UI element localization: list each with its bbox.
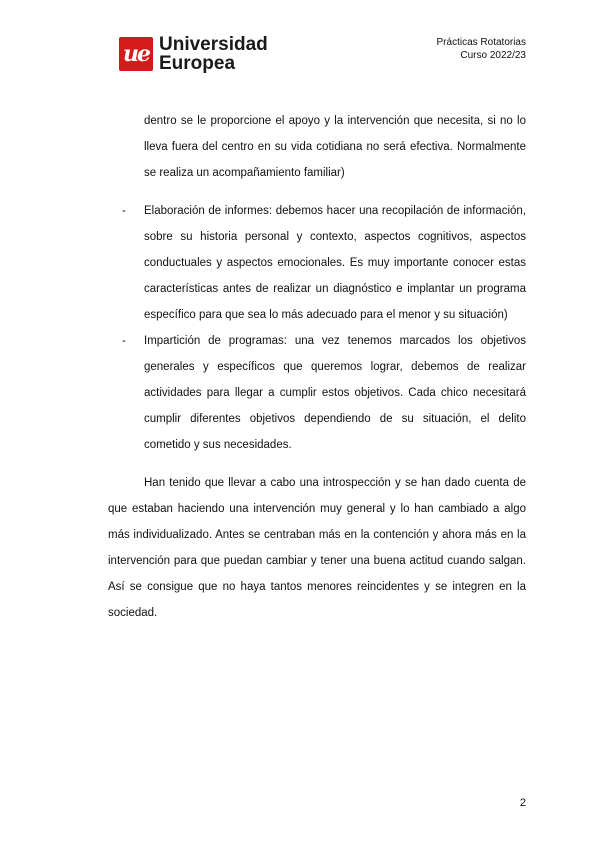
bullet-dash: - (122, 205, 126, 217)
logo-line-2: Europea (159, 53, 236, 74)
continued-paragraph: dentro se le proporcione el apoyo y la intervención que necesita, si no lo lleva fuera del centro en su vida cotidiana no será efectiva. Normalmente se realiza un acompañamiento familiar) (144, 115, 526, 179)
university-logo (119, 35, 268, 73)
document-body (108, 108, 526, 626)
list-item-text: Impartición de programas: una vez tenemos marcados los objetivos generales y específicos que queremos lograr, debemos de realizar actividades para llegar a cumplir estos objetivos. Cada chico necesitará cumplir diferentes objetivos dependiendo de su situación, el delito cometido y sus necesidades. (144, 335, 526, 451)
bullet-dash: - (122, 335, 126, 347)
list-item-text: Elaboración de informes: debemos hacer una recopilación de información, sobre su historia personal y contexto, aspectos cognitivos, aspectos conductuales y aspectos emocionales. Es muy importante conocer estas características antes de realizar un diagnóstico e implantar un programa específico para que sea lo más adecuado para el menor y su situación) (144, 205, 526, 321)
list-item (108, 328, 526, 458)
logo-line-1: Universidad (159, 34, 268, 55)
ue-logo-icon: ue (119, 37, 153, 71)
body-paragraph: Han tenido que llevar a cabo una introspección y se han dado cuenta de que estaban haciendo una intervención muy general y lo han cambiado a algo más individualizado. Antes se centraban más en la contención y ahora más en la intervención para que puedan cambiar y tener una buena actitud cuando salgan. Así se consigue que no haya tantos menores reincidentes y se integren en la sociedad. (108, 477, 526, 619)
list-item (108, 198, 526, 328)
header-info (437, 36, 526, 62)
logo-wordmark (159, 35, 268, 73)
header-course-title: Prácticas Rotatorias (436, 37, 526, 48)
page-number: 2 (519, 797, 526, 809)
header-course-year: Curso 2022/23 (460, 50, 526, 61)
